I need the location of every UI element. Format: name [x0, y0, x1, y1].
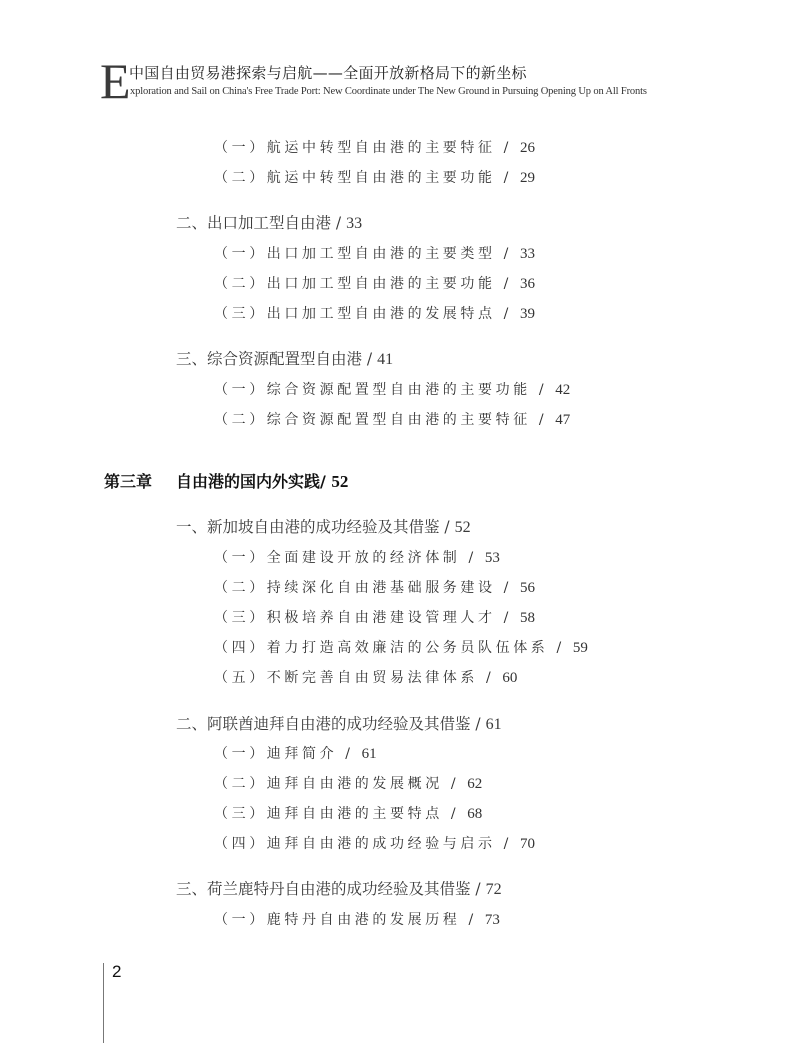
toc-entry-title: （四）着力打造高效廉洁的公务员队伍体系 /	[214, 640, 573, 656]
toc-section[interactable]	[176, 349, 393, 370]
toc-entry-page: 56	[520, 580, 536, 596]
toc-chapter-label: 第三章	[104, 472, 153, 491]
toc-section[interactable]	[176, 517, 471, 538]
toc-entry[interactable]	[214, 168, 535, 188]
footer-vertical-rule	[103, 963, 104, 1043]
toc-entry-page: 47	[555, 412, 571, 428]
header-drop-cap: E	[100, 53, 131, 109]
toc-entry[interactable]	[214, 638, 588, 658]
toc-entry-title: （二）持续深化自由港基础服务建设 /	[214, 580, 521, 596]
toc-entry-title: （一）综合资源配置型自由港的主要功能 /	[214, 382, 556, 398]
header-title-english: xploration and Sail on China's Free Trade Port: New Coordinate under The New Ground in Pursuing Opening Up on All Fronts	[130, 86, 647, 97]
toc-entry-title: （二）综合资源配置型自由港的主要特征 /	[214, 412, 556, 428]
toc-entry[interactable]	[214, 668, 517, 688]
toc-entry[interactable]	[214, 274, 535, 294]
toc-entry-page: 70	[520, 836, 536, 852]
toc-entry-page: 58	[520, 610, 536, 626]
toc-entry[interactable]	[214, 410, 570, 430]
toc-entry-title: （五）不断完善自由贸易法律体系 /	[214, 670, 503, 686]
toc-section-title: 二、出口加工型自由港 /	[176, 214, 347, 232]
toc-chapter-title: 自由港的国内外实践/	[176, 472, 332, 491]
toc-entry[interactable]	[214, 744, 377, 764]
header-title-chinese: 中国自由贸易港探索与启航——全面开放新格局下的新坐标	[129, 64, 527, 82]
toc-entry-page: 60	[502, 670, 518, 686]
toc-entry-title: （二）航运中转型自由港的主要功能 /	[214, 170, 521, 186]
toc-section-title: 一、新加坡自由港的成功经验及其借鉴 /	[176, 518, 455, 536]
toc-entry-title: （四）迪拜自由港的成功经验与启示 /	[214, 836, 521, 852]
toc-section-title: 二、阿联酋迪拜自由港的成功经验及其借鉴 /	[176, 715, 486, 733]
toc-entry-title: （一）出口加工型自由港的主要类型 /	[214, 246, 521, 262]
toc-section-page: 41	[377, 351, 394, 368]
toc-entry-title: （一）鹿特丹自由港的发展历程 /	[214, 912, 485, 928]
toc-entry[interactable]	[214, 138, 535, 158]
toc-entry[interactable]	[214, 578, 535, 598]
toc-section-page: 33	[346, 215, 363, 232]
toc-entry-page: 62	[467, 776, 483, 792]
toc-entry-page: 73	[484, 912, 500, 928]
toc-entry[interactable]	[214, 608, 535, 628]
toc-entry-title: （一）迪拜简介 /	[214, 746, 362, 762]
toc-entry[interactable]	[214, 548, 500, 568]
toc-entry-page: 29	[520, 170, 536, 186]
toc-entry[interactable]	[214, 804, 482, 824]
toc-section[interactable]	[176, 213, 362, 234]
toc-entry-page: 61	[361, 746, 377, 762]
toc-section-page: 72	[485, 881, 502, 898]
toc-entry[interactable]	[214, 774, 482, 794]
toc-entry[interactable]	[214, 244, 535, 264]
toc-entry[interactable]	[214, 834, 535, 854]
toc-entry-page: 33	[520, 246, 536, 262]
toc-section[interactable]	[176, 714, 502, 735]
toc-entry-title: （一）航运中转型自由港的主要特征 /	[214, 140, 521, 156]
toc-chapter-page: 52	[331, 472, 349, 491]
toc-chapter[interactable]	[104, 472, 348, 492]
toc-entry-page: 53	[484, 550, 500, 566]
toc-entry-page: 42	[555, 382, 571, 398]
toc-entry-page: 59	[572, 640, 588, 656]
toc-entry-page: 68	[467, 806, 483, 822]
toc-section-page: 52	[454, 519, 471, 536]
toc-entry[interactable]	[214, 910, 500, 930]
running-header	[100, 53, 660, 109]
toc-section-title: 三、综合资源配置型自由港 /	[176, 350, 378, 368]
toc-entry[interactable]	[214, 304, 535, 324]
toc-section-title: 三、荷兰鹿特丹自由港的成功经验及其借鉴 /	[176, 880, 486, 898]
toc-entry-page: 26	[520, 140, 536, 156]
toc-entry-page: 36	[520, 276, 536, 292]
toc-entry-title: （三）迪拜自由港的主要特点 /	[214, 806, 468, 822]
toc-entry-page: 39	[520, 306, 536, 322]
toc-entry-title: （三）出口加工型自由港的发展特点 /	[214, 306, 521, 322]
toc-entry-title: （一）全面建设开放的经济体制 /	[214, 550, 485, 566]
toc-section-page: 61	[485, 716, 502, 733]
toc-entry-title: （二）出口加工型自由港的主要功能 /	[214, 276, 521, 292]
toc-entry-title: （二）迪拜自由港的发展概况 /	[214, 776, 468, 792]
page-number: 2	[112, 962, 122, 981]
toc-entry-title: （三）积极培养自由港建设管理人才 /	[214, 610, 521, 626]
toc-entry[interactable]	[214, 380, 570, 400]
toc-section[interactable]	[176, 879, 502, 900]
